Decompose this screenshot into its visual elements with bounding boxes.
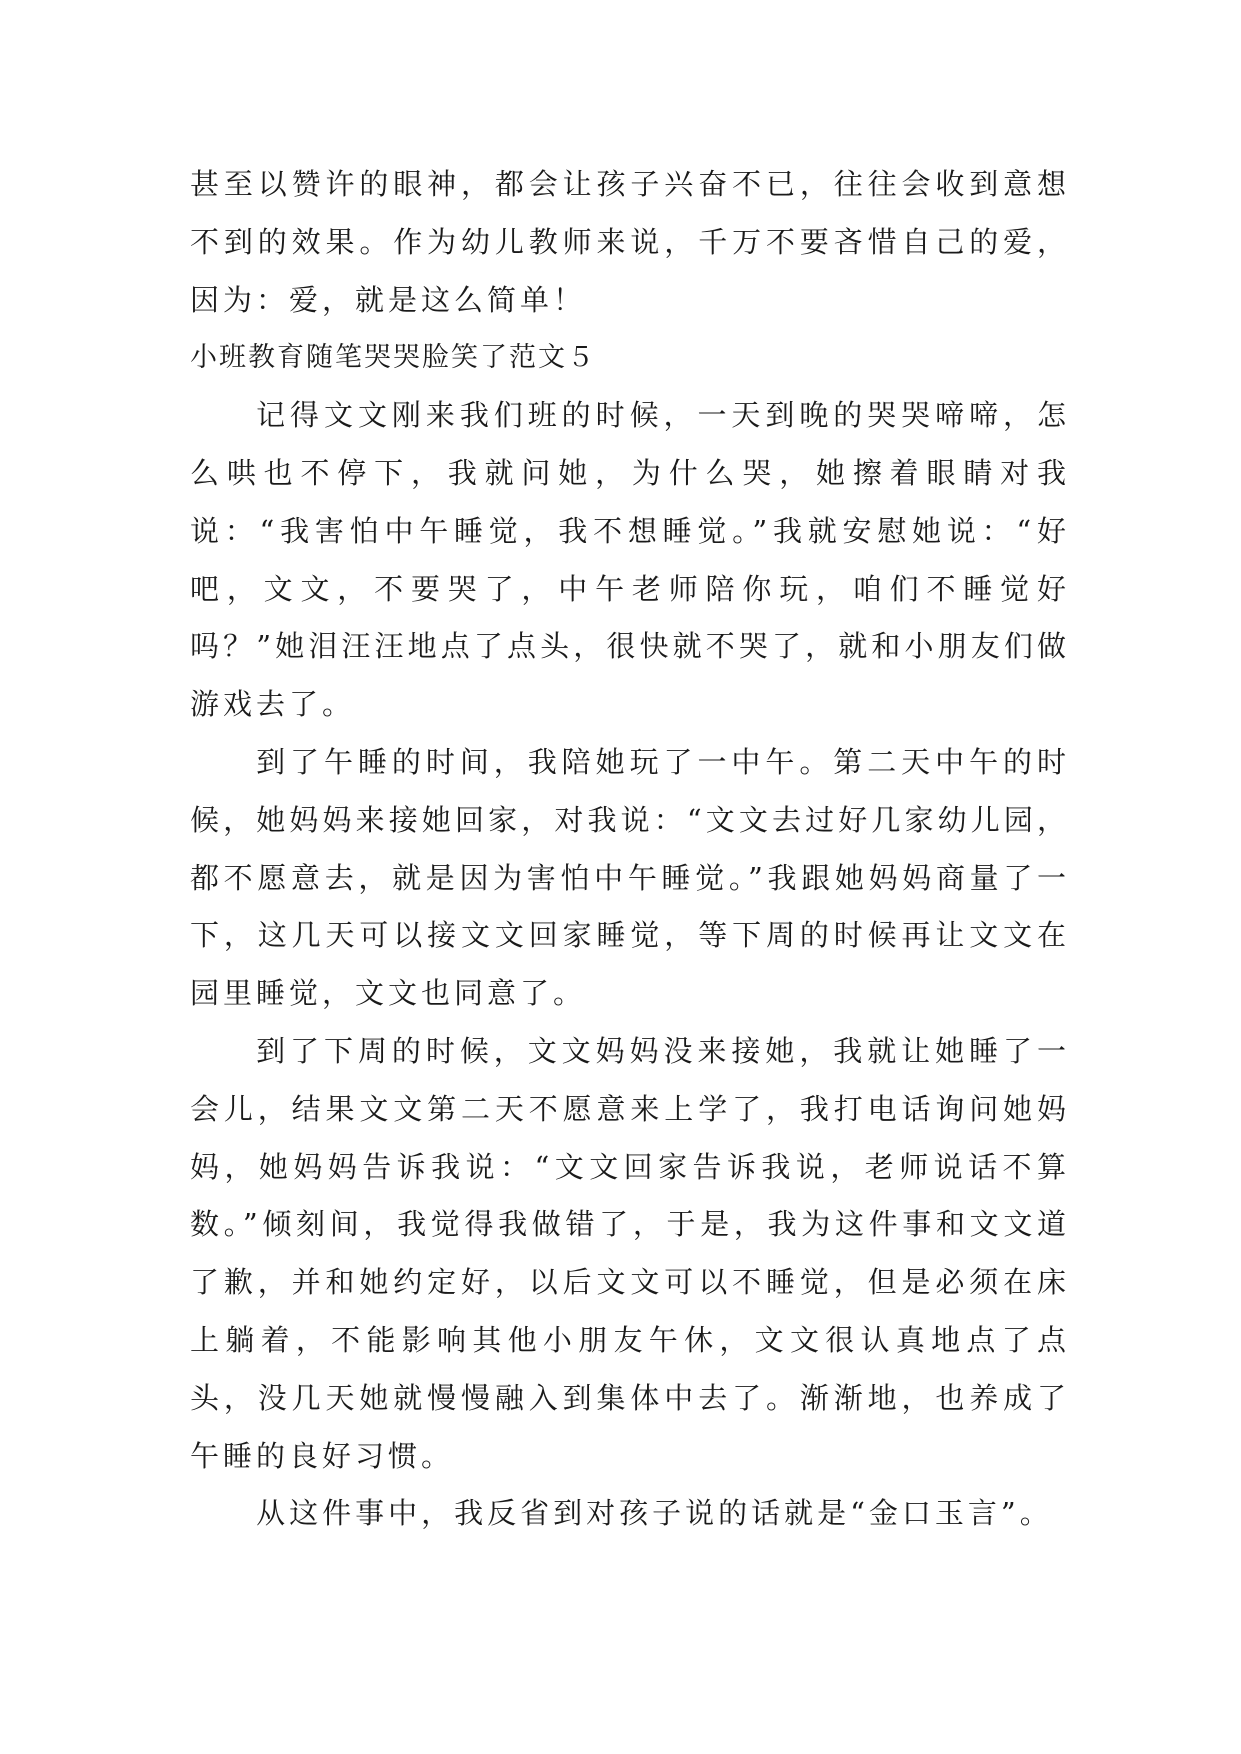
body-paragraph-3: 到了下周的时候，文文妈妈没来接她，我就让她睡了一会儿，结果文文第二天不愿意来上学了，我打电话询问她妈妈，她妈妈告诉我说：“文文回家告诉我说，老师说话不算数。”倾刻间，我觉得我做错了，于是，我为这件事和文文道了歉，并和她约定好，以后文文可以不睡觉，但是必须在床上躺着，不能影响其他小朋友午休，文文很认真地点了点头，没几天她就慢慢融入到集体中去了。渐渐地，也养成了午睡的良好习惯。 <box>190 1033 1070 1473</box>
body-paragraph-1: 记得文文刚来我们班的时候，一天到晚的哭哭啼啼，怎么哄也不停下，我就问她，为什么哭，她擦着眼睛对我说：“我害怕中午睡觉，我不想睡觉。”我就安慰她说：“好吧，文文，不要哭了，中午老师陪你玩，咱们不睡觉好吗？”她泪汪汪地点了点头，很快就不哭了，就和小朋友们做游戏去了。 <box>190 398 1070 722</box>
document-body <box>190 156 1070 1543</box>
section-title: 小班教育随笔哭哭脸笑了范文５ <box>190 342 596 374</box>
body-paragraph-4: 从这件事中，我反省到对孩子说的话就是“金口玉言”。 <box>256 1496 1053 1531</box>
body-paragraph-2: 到了午睡的时间，我陪她玩了一中午。第二天中午的时候，她妈妈来接她回家，对我说：“文文去过好几家幼儿园，都不愿意去，就是因为害怕中午睡觉。”我跟她妈妈商量了一下，这几天可以接文文回家睡觉，等下周的时候再让文文在园里睡觉，文文也同意了。 <box>190 744 1070 1011</box>
lead-paragraph: 甚至以赞许的眼神，都会让孩子兴奋不已，往往会收到意想不到的效果。作为幼儿教师来说，千万不要吝惜自己的爱，因为：爱，就是这么简单！ <box>190 167 1070 317</box>
